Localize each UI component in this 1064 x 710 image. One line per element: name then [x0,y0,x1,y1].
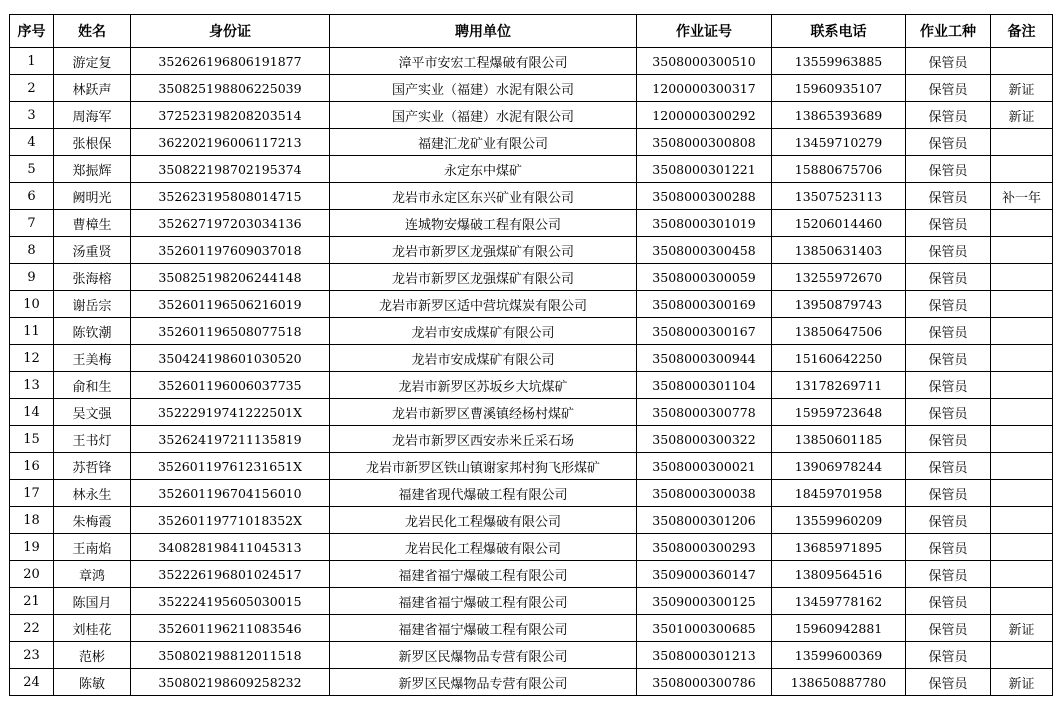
cell-phone: 15960935107 [772,75,906,102]
cell-name: 章鸿 [54,561,131,588]
cell-remarks [991,561,1053,588]
cell-name: 周海军 [54,102,131,129]
cell-phone: 15880675706 [772,156,906,183]
cell-remarks [991,291,1053,318]
cell-phone: 13906978244 [772,453,906,480]
cell-phone: 13850631403 [772,237,906,264]
cell-phone: 13809564516 [772,561,906,588]
cell-phone: 13599600369 [772,642,906,669]
cell-seq: 1 [10,48,54,75]
cell-certificate-number: 3508000300808 [637,129,772,156]
cell-seq: 4 [10,129,54,156]
cell-name: 曹樟生 [54,210,131,237]
cell-id-number: 352601196704156010 [131,480,330,507]
cell-seq: 17 [10,480,54,507]
cell-employer: 龙岩市新罗区龙强煤矿有限公司 [330,264,637,291]
cell-name: 谢岳宗 [54,291,131,318]
cell-phone: 13507523113 [772,183,906,210]
cell-certificate-number: 3508000300458 [637,237,772,264]
cell-name: 范彬 [54,642,131,669]
cell-seq: 14 [10,399,54,426]
cell-job-type: 保管员 [906,453,991,480]
cell-phone: 15206014460 [772,210,906,237]
header-phone: 联系电话 [772,15,906,48]
cell-job-type: 保管员 [906,507,991,534]
cell-employer: 国产实业（福建）水泥有限公司 [330,75,637,102]
header-row [10,15,1053,48]
table-row [10,453,1053,480]
cell-remarks [991,507,1053,534]
table-row [10,399,1053,426]
header-employer: 聘用单位 [330,15,637,48]
cell-phone: 15160642250 [772,345,906,372]
cell-remarks [991,156,1053,183]
cell-name: 苏哲锋 [54,453,131,480]
table-row [10,291,1053,318]
table-row [10,48,1053,75]
table-row [10,210,1053,237]
cell-certificate-number: 3509000300125 [637,588,772,615]
cell-employer: 龙岩市安成煤矿有限公司 [330,318,637,345]
cell-job-type: 保管员 [906,426,991,453]
cell-remarks [991,129,1053,156]
cell-employer: 龙岩民化工程爆破有限公司 [330,534,637,561]
cell-phone: 13178269711 [772,372,906,399]
cell-job-type: 保管员 [906,669,991,696]
cell-phone: 13865393689 [772,102,906,129]
cell-phone: 13459710279 [772,129,906,156]
cell-id-number: 35260119771018352X [131,507,330,534]
cell-seq: 12 [10,345,54,372]
table-row [10,129,1053,156]
cell-certificate-number: 3509000360147 [637,561,772,588]
cell-remarks [991,345,1053,372]
cell-seq: 15 [10,426,54,453]
cell-remarks [991,534,1053,561]
cell-job-type: 保管员 [906,48,991,75]
cell-certificate-number: 3501000300685 [637,615,772,642]
cell-employer: 龙岩市新罗区铁山镇谢家邦村狗飞形煤矿 [330,453,637,480]
header-id-number: 身份证 [131,15,330,48]
cell-phone: 13255972670 [772,264,906,291]
cell-name: 俞和生 [54,372,131,399]
cell-remarks [991,264,1053,291]
cell-employer: 漳平市安宏工程爆破有限公司 [330,48,637,75]
cell-phone: 13850601185 [772,426,906,453]
cell-certificate-number: 3508000300786 [637,669,772,696]
cell-remarks [991,588,1053,615]
cell-seq: 22 [10,615,54,642]
cell-seq: 9 [10,264,54,291]
cell-id-number: 350822198702195374 [131,156,330,183]
header-job-type: 作业工种 [906,15,991,48]
table-row [10,426,1053,453]
cell-certificate-number: 3508000300169 [637,291,772,318]
table-row [10,264,1053,291]
cell-job-type: 保管员 [906,102,991,129]
cell-seq: 19 [10,534,54,561]
cell-name: 林跃声 [54,75,131,102]
cell-name: 陈钦潮 [54,318,131,345]
cell-employer: 新罗区民爆物品专营有限公司 [330,642,637,669]
cell-name: 王美梅 [54,345,131,372]
cell-seq: 23 [10,642,54,669]
cell-id-number: 350825198206244148 [131,264,330,291]
cell-certificate-number: 3508000300778 [637,399,772,426]
cell-name: 阙明光 [54,183,131,210]
cell-employer: 连城物安爆破工程有限公司 [330,210,637,237]
cell-job-type: 保管员 [906,237,991,264]
cell-id-number: 350802198812011518 [131,642,330,669]
cell-certificate-number: 3508000300322 [637,426,772,453]
cell-remarks: 补一年 [991,183,1053,210]
cell-phone: 15960942881 [772,615,906,642]
cell-employer: 福建汇龙矿业有限公司 [330,129,637,156]
cell-id-number: 352624197211135819 [131,426,330,453]
table-body [10,48,1053,696]
cell-certificate-number: 3508000301221 [637,156,772,183]
table-row [10,561,1053,588]
header-name: 姓名 [54,15,131,48]
cell-remarks [991,210,1053,237]
cell-certificate-number: 1200000300317 [637,75,772,102]
cell-employer: 福建省现代爆破工程有限公司 [330,480,637,507]
cell-name: 林永生 [54,480,131,507]
cell-job-type: 保管员 [906,372,991,399]
cell-certificate-number: 1200000300292 [637,102,772,129]
cell-seq: 13 [10,372,54,399]
cell-name: 刘桂花 [54,615,131,642]
cell-name: 王书灯 [54,426,131,453]
cell-job-type: 保管员 [906,156,991,183]
cell-job-type: 保管员 [906,318,991,345]
cell-id-number: 350825198806225039 [131,75,330,102]
cell-certificate-number: 3508000300293 [637,534,772,561]
cell-seq: 5 [10,156,54,183]
cell-job-type: 保管员 [906,291,991,318]
table-row [10,156,1053,183]
header-remarks: 备注 [991,15,1053,48]
personnel-table [9,14,1053,696]
cell-id-number: 350424198601030520 [131,345,330,372]
cell-phone: 18459701958 [772,480,906,507]
cell-seq: 3 [10,102,54,129]
cell-name: 汤重贤 [54,237,131,264]
cell-certificate-number: 3508000301213 [637,642,772,669]
cell-phone: 138650887780 [772,669,906,696]
cell-id-number: 352601196211083546 [131,615,330,642]
cell-certificate-number: 3508000300944 [637,345,772,372]
cell-phone: 15959723648 [772,399,906,426]
cell-id-number: 352601197609037018 [131,237,330,264]
cell-seq: 20 [10,561,54,588]
cell-remarks [991,642,1053,669]
cell-certificate-number: 3508000300038 [637,480,772,507]
table-row [10,345,1053,372]
cell-id-number: 362202196006117213 [131,129,330,156]
cell-remarks [991,48,1053,75]
cell-id-number: 340828198411045313 [131,534,330,561]
cell-certificate-number: 3508000301206 [637,507,772,534]
cell-job-type: 保管员 [906,642,991,669]
cell-remarks: 新证 [991,75,1053,102]
cell-id-number: 35222919741222501X [131,399,330,426]
cell-seq: 21 [10,588,54,615]
cell-certificate-number: 3508000301019 [637,210,772,237]
table-row [10,183,1053,210]
cell-name: 吴文强 [54,399,131,426]
cell-seq: 8 [10,237,54,264]
cell-remarks [991,480,1053,507]
cell-seq: 7 [10,210,54,237]
cell-remarks: 新证 [991,102,1053,129]
cell-remarks [991,453,1053,480]
cell-job-type: 保管员 [906,588,991,615]
cell-id-number: 350802198609258232 [131,669,330,696]
cell-id-number: 352226196801024517 [131,561,330,588]
table-header [10,15,1053,48]
cell-certificate-number: 3508000300059 [637,264,772,291]
table-row [10,237,1053,264]
cell-job-type: 保管员 [906,210,991,237]
cell-employer: 龙岩市新罗区西安赤米丘采石场 [330,426,637,453]
cell-phone: 13559960209 [772,507,906,534]
table-row [10,615,1053,642]
cell-name: 张海榕 [54,264,131,291]
cell-employer: 永定东中煤矿 [330,156,637,183]
cell-job-type: 保管员 [906,399,991,426]
table-row [10,669,1053,696]
cell-seq: 24 [10,669,54,696]
cell-id-number: 352601196508077518 [131,318,330,345]
cell-phone: 13850647506 [772,318,906,345]
cell-employer: 龙岩市新罗区苏坂乡大坑煤矿 [330,372,637,399]
cell-name: 游定复 [54,48,131,75]
cell-seq: 2 [10,75,54,102]
cell-job-type: 保管员 [906,615,991,642]
cell-remarks: 新证 [991,615,1053,642]
cell-remarks [991,399,1053,426]
cell-name: 陈国月 [54,588,131,615]
cell-phone: 13459778162 [772,588,906,615]
cell-phone: 13685971895 [772,534,906,561]
cell-certificate-number: 3508000300288 [637,183,772,210]
cell-seq: 18 [10,507,54,534]
cell-remarks: 新证 [991,669,1053,696]
cell-id-number: 352601196506216019 [131,291,330,318]
cell-phone: 13559963885 [772,48,906,75]
cell-seq: 10 [10,291,54,318]
cell-id-number: 352601196006037735 [131,372,330,399]
cell-seq: 6 [10,183,54,210]
cell-employer: 龙岩市安成煤矿有限公司 [330,345,637,372]
cell-employer: 新罗区民爆物品专营有限公司 [330,669,637,696]
cell-id-number: 372523198208203514 [131,102,330,129]
cell-id-number: 35260119761231651X [131,453,330,480]
cell-id-number: 352623195808014715 [131,183,330,210]
cell-employer: 国产实业（福建）水泥有限公司 [330,102,637,129]
table-row [10,588,1053,615]
cell-remarks [991,318,1053,345]
cell-remarks [991,426,1053,453]
cell-seq: 11 [10,318,54,345]
cell-employer: 龙岩市新罗区曹溪镇经杨村煤矿 [330,399,637,426]
cell-certificate-number: 3508000300021 [637,453,772,480]
cell-employer: 龙岩市新罗区适中营坑煤炭有限公司 [330,291,637,318]
cell-employer: 福建省福宁爆破工程有限公司 [330,561,637,588]
cell-employer: 福建省福宁爆破工程有限公司 [330,588,637,615]
cell-certificate-number: 3508000300510 [637,48,772,75]
table-row [10,75,1053,102]
table-row [10,480,1053,507]
table-row [10,507,1053,534]
cell-job-type: 保管员 [906,345,991,372]
cell-name: 张根保 [54,129,131,156]
cell-seq: 16 [10,453,54,480]
cell-employer: 龙岩市新罗区龙强煤矿有限公司 [330,237,637,264]
cell-remarks [991,372,1053,399]
cell-job-type: 保管员 [906,534,991,561]
cell-job-type: 保管员 [906,75,991,102]
cell-employer: 龙岩市永定区东兴矿业有限公司 [330,183,637,210]
cell-name: 郑振辉 [54,156,131,183]
cell-certificate-number: 3508000301104 [637,372,772,399]
table-row [10,534,1053,561]
cell-id-number: 352626196806191877 [131,48,330,75]
table-row [10,642,1053,669]
cell-certificate-number: 3508000300167 [637,318,772,345]
cell-id-number: 352224195605030015 [131,588,330,615]
header-certificate-number: 作业证号 [637,15,772,48]
cell-employer: 龙岩民化工程爆破有限公司 [330,507,637,534]
cell-phone: 13950879743 [772,291,906,318]
cell-job-type: 保管员 [906,264,991,291]
cell-name: 朱梅霞 [54,507,131,534]
table-row [10,102,1053,129]
cell-job-type: 保管员 [906,561,991,588]
cell-employer: 福建省福宁爆破工程有限公司 [330,615,637,642]
cell-name: 王南焰 [54,534,131,561]
cell-job-type: 保管员 [906,480,991,507]
cell-id-number: 352627197203034136 [131,210,330,237]
table-row [10,372,1053,399]
cell-job-type: 保管员 [906,129,991,156]
cell-name: 陈敏 [54,669,131,696]
cell-remarks [991,237,1053,264]
cell-job-type: 保管员 [906,183,991,210]
header-seq: 序号 [10,15,54,48]
table-row [10,318,1053,345]
